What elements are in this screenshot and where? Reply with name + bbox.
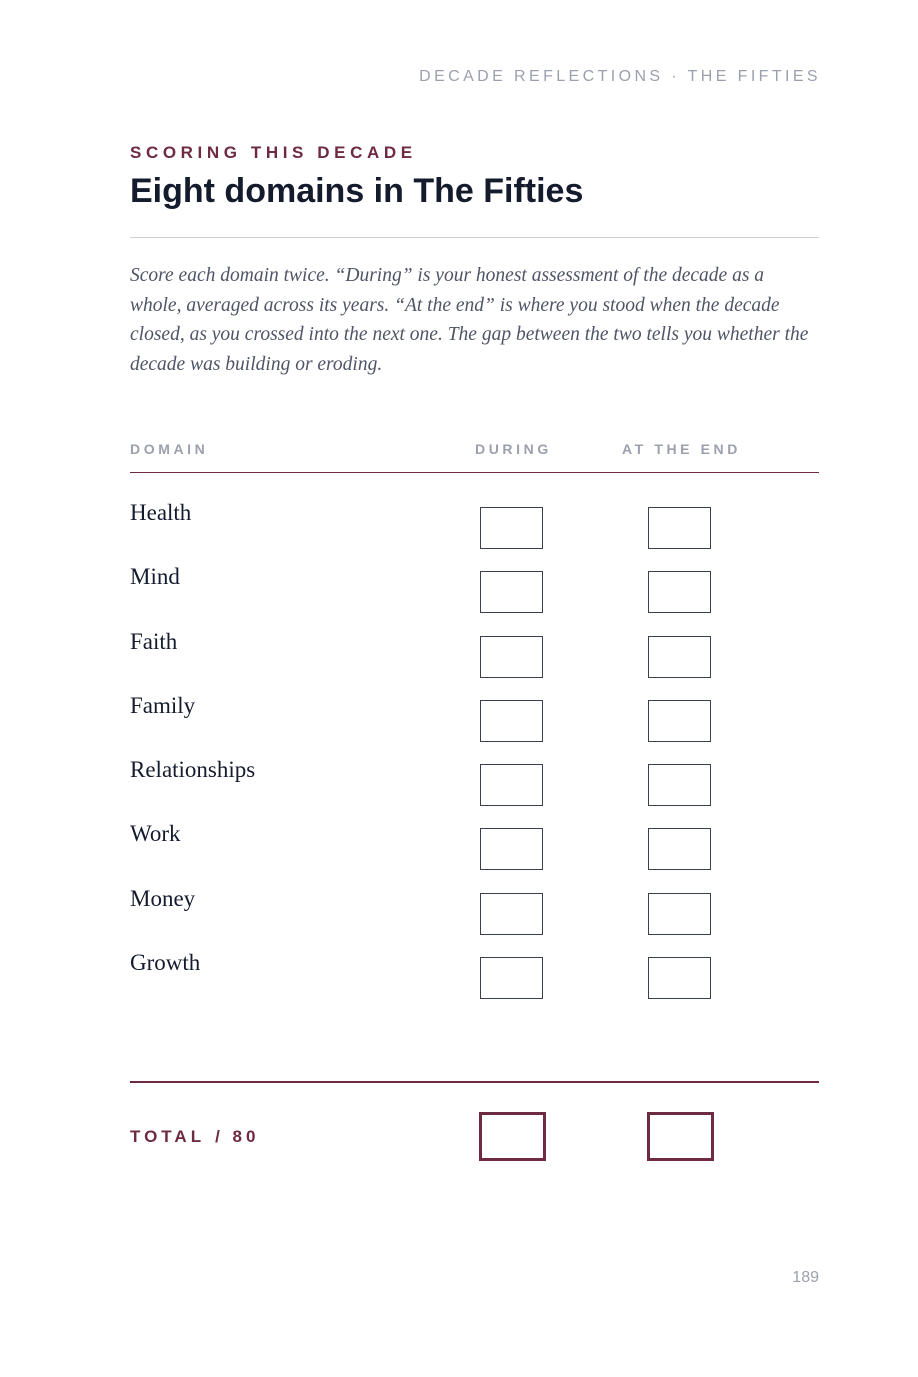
header-divider <box>130 472 819 473</box>
column-header-at-the-end: AT THE END <box>622 441 741 457</box>
at-the-end-score-box[interactable] <box>648 571 711 613</box>
during-score-box[interactable] <box>480 828 543 870</box>
domain-label: Work <box>130 821 181 846</box>
at-the-end-score-box[interactable] <box>648 507 711 549</box>
domain-label: Money <box>130 886 196 911</box>
domain-label: Growth <box>130 950 201 975</box>
domain-row-faith <box>130 629 819 679</box>
domain-row-work <box>130 821 819 871</box>
at-the-end-score-box[interactable] <box>648 828 711 870</box>
total-at-the-end-box[interactable] <box>647 1112 714 1161</box>
domain-label: Family <box>130 693 196 718</box>
domain-row-relationships <box>130 757 819 807</box>
at-the-end-score-box[interactable] <box>648 764 711 806</box>
domain-label: Relationships <box>130 757 256 782</box>
total-max: / 80 <box>215 1127 260 1146</box>
domain-row-family <box>130 693 819 743</box>
at-the-end-score-box[interactable] <box>648 700 711 742</box>
domain-row-mind <box>130 564 819 614</box>
column-header-during: DURING <box>475 441 552 457</box>
during-score-box[interactable] <box>480 636 543 678</box>
at-the-end-score-box[interactable] <box>648 957 711 999</box>
during-score-box[interactable] <box>480 571 543 613</box>
intro-paragraph: Score each domain twice. “During” is your honest assessment of the decade as a whole, averaged across its years. “At the end” is where you stood when the decade closed, as you crossed into the next one. The gap between the two tells you whether the decade was building or eroding. <box>130 265 809 376</box>
total-label <box>130 1127 259 1147</box>
column-header-domain: DOMAIN <box>130 441 209 457</box>
domain-label: Faith <box>130 629 178 654</box>
during-score-box[interactable] <box>480 893 543 935</box>
during-score-box[interactable] <box>480 957 543 999</box>
domain-row-money <box>130 886 819 936</box>
domain-row-health <box>130 500 819 550</box>
total-divider <box>130 1081 819 1083</box>
domain-label: Health <box>130 500 192 525</box>
during-score-box[interactable] <box>480 507 543 549</box>
at-the-end-score-box[interactable] <box>648 893 711 935</box>
total-text: TOTAL <box>130 1127 206 1146</box>
section-eyebrow: SCORING THIS DECADE <box>130 143 417 162</box>
title-divider <box>130 237 819 238</box>
domain-row-growth <box>130 950 819 1000</box>
during-score-box[interactable] <box>480 700 543 742</box>
during-score-box[interactable] <box>480 764 543 806</box>
page-number: 189 <box>792 1269 819 1286</box>
page-title: Eight domains in The Fifties <box>130 172 584 210</box>
running-header: DECADE REFLECTIONS · THE FIFTIES <box>419 68 821 85</box>
total-during-box[interactable] <box>479 1112 546 1161</box>
domain-label: Mind <box>130 564 180 589</box>
at-the-end-score-box[interactable] <box>648 636 711 678</box>
